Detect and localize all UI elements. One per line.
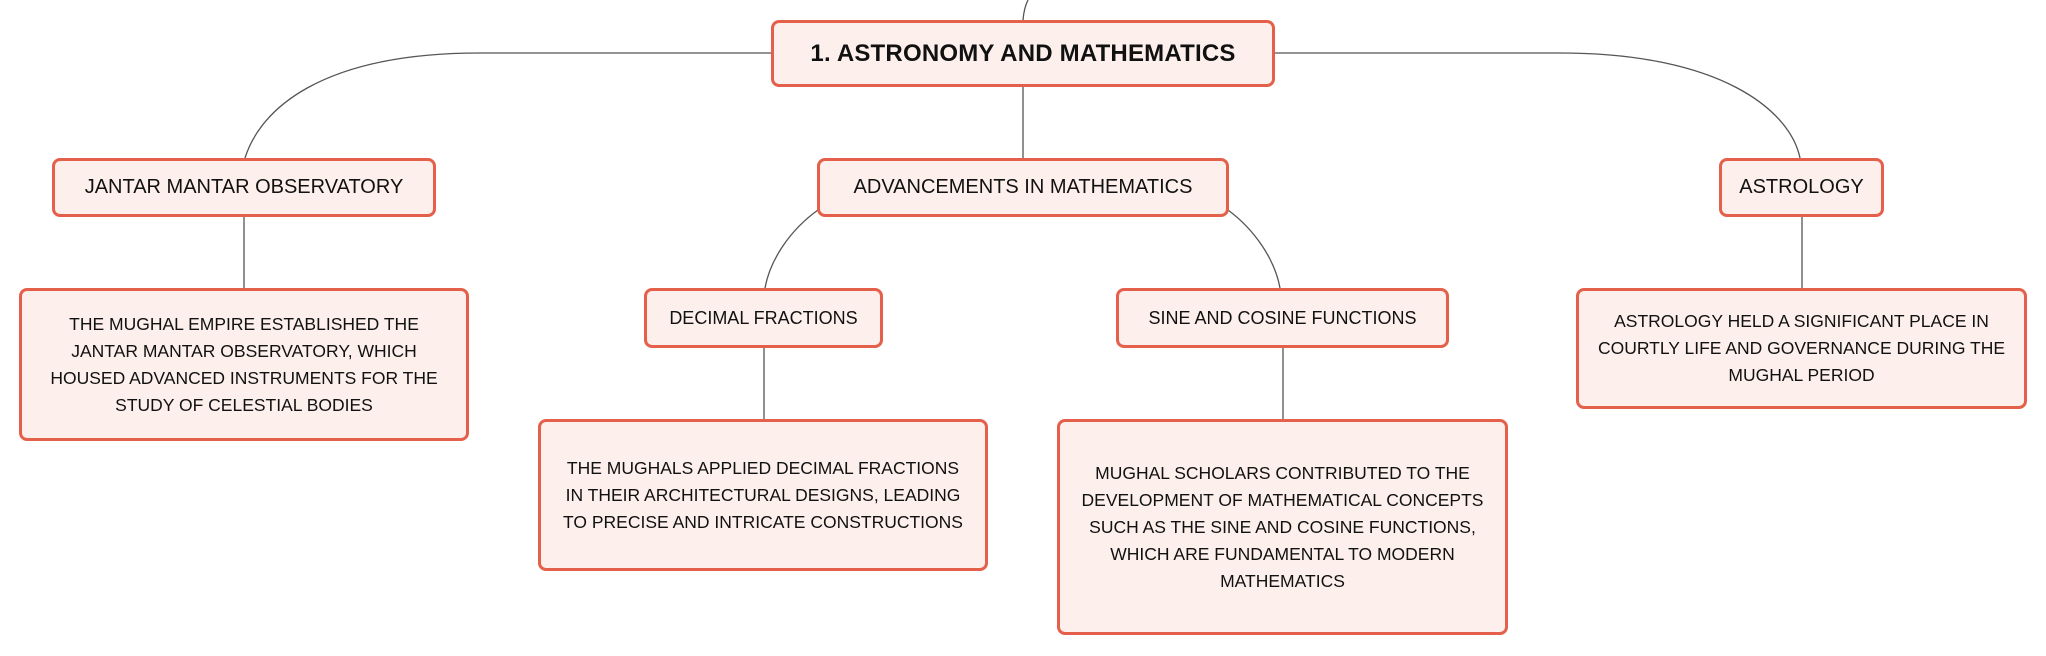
detail-node-text: ASTROLOGY HELD A SIGNIFICANT PLACE IN COURTLY LIFE AND GOVERNANCE DURING THE MUGHAL PERIOD [1597, 311, 2006, 385]
branch-node-label: ASTROLOGY [1739, 176, 1864, 198]
detail-node-text: THE MUGHALS APPLIED DECIMAL FRACTIONS IN THEIR ARCHITECTURAL DESIGNS, LEADING TO PRECISE AND INTRICATE CONSTRUCTIONS [563, 457, 963, 532]
sub-node-label: DECIMAL FRACTIONS [669, 307, 858, 328]
detail-node-astrology[interactable] [1576, 288, 2027, 409]
detail-node-sine-cosine[interactable] [1057, 419, 1508, 635]
connector-parent-to-root [1023, 0, 1028, 20]
root-node[interactable] [771, 20, 1275, 87]
sub-node-sine-cosine[interactable] [1116, 288, 1449, 348]
connector-root-to-jantar [245, 53, 771, 158]
connector-math-to-decimal [765, 210, 818, 288]
branch-node-jantar-mantar[interactable] [52, 158, 436, 217]
detail-node-jantar-mantar[interactable] [19, 288, 469, 441]
detail-node-decimal-fractions[interactable] [538, 419, 988, 571]
sub-node-label: SINE AND COSINE FUNCTIONS [1148, 307, 1417, 328]
detail-node-text: THE MUGHAL EMPIRE ESTABLISHED THE JANTAR MANTAR OBSERVATORY, WHICH HOUSED ADVANCED INSTRUMENTS FOR THE STUDY OF CELESTIAL BODIES [50, 313, 438, 415]
branch-node-label: ADVANCEMENTS IN MATHEMATICS [853, 176, 1193, 198]
branch-node-mathematics[interactable] [817, 158, 1229, 217]
root-node-label: 1. ASTRONOMY AND MATHEMATICS [810, 39, 1236, 67]
connector-root-to-astrology [1274, 53, 1800, 158]
branch-node-astrology[interactable] [1719, 158, 1884, 217]
branch-node-label: JANTAR MANTAR OBSERVATORY [84, 176, 404, 198]
sub-node-decimal-fractions[interactable] [644, 288, 883, 348]
detail-node-text: MUGHAL SCHOLARS CONTRIBUTED TO THE DEVELOPMENT OF MATHEMATICAL CONCEPTS SUCH AS THE SINE AND COSINE FUNCTIONS, WHICH ARE FUNDAMENTAL TO MODERN MATHEMATICS [1081, 462, 1484, 591]
connector-math-to-sine [1228, 210, 1280, 288]
